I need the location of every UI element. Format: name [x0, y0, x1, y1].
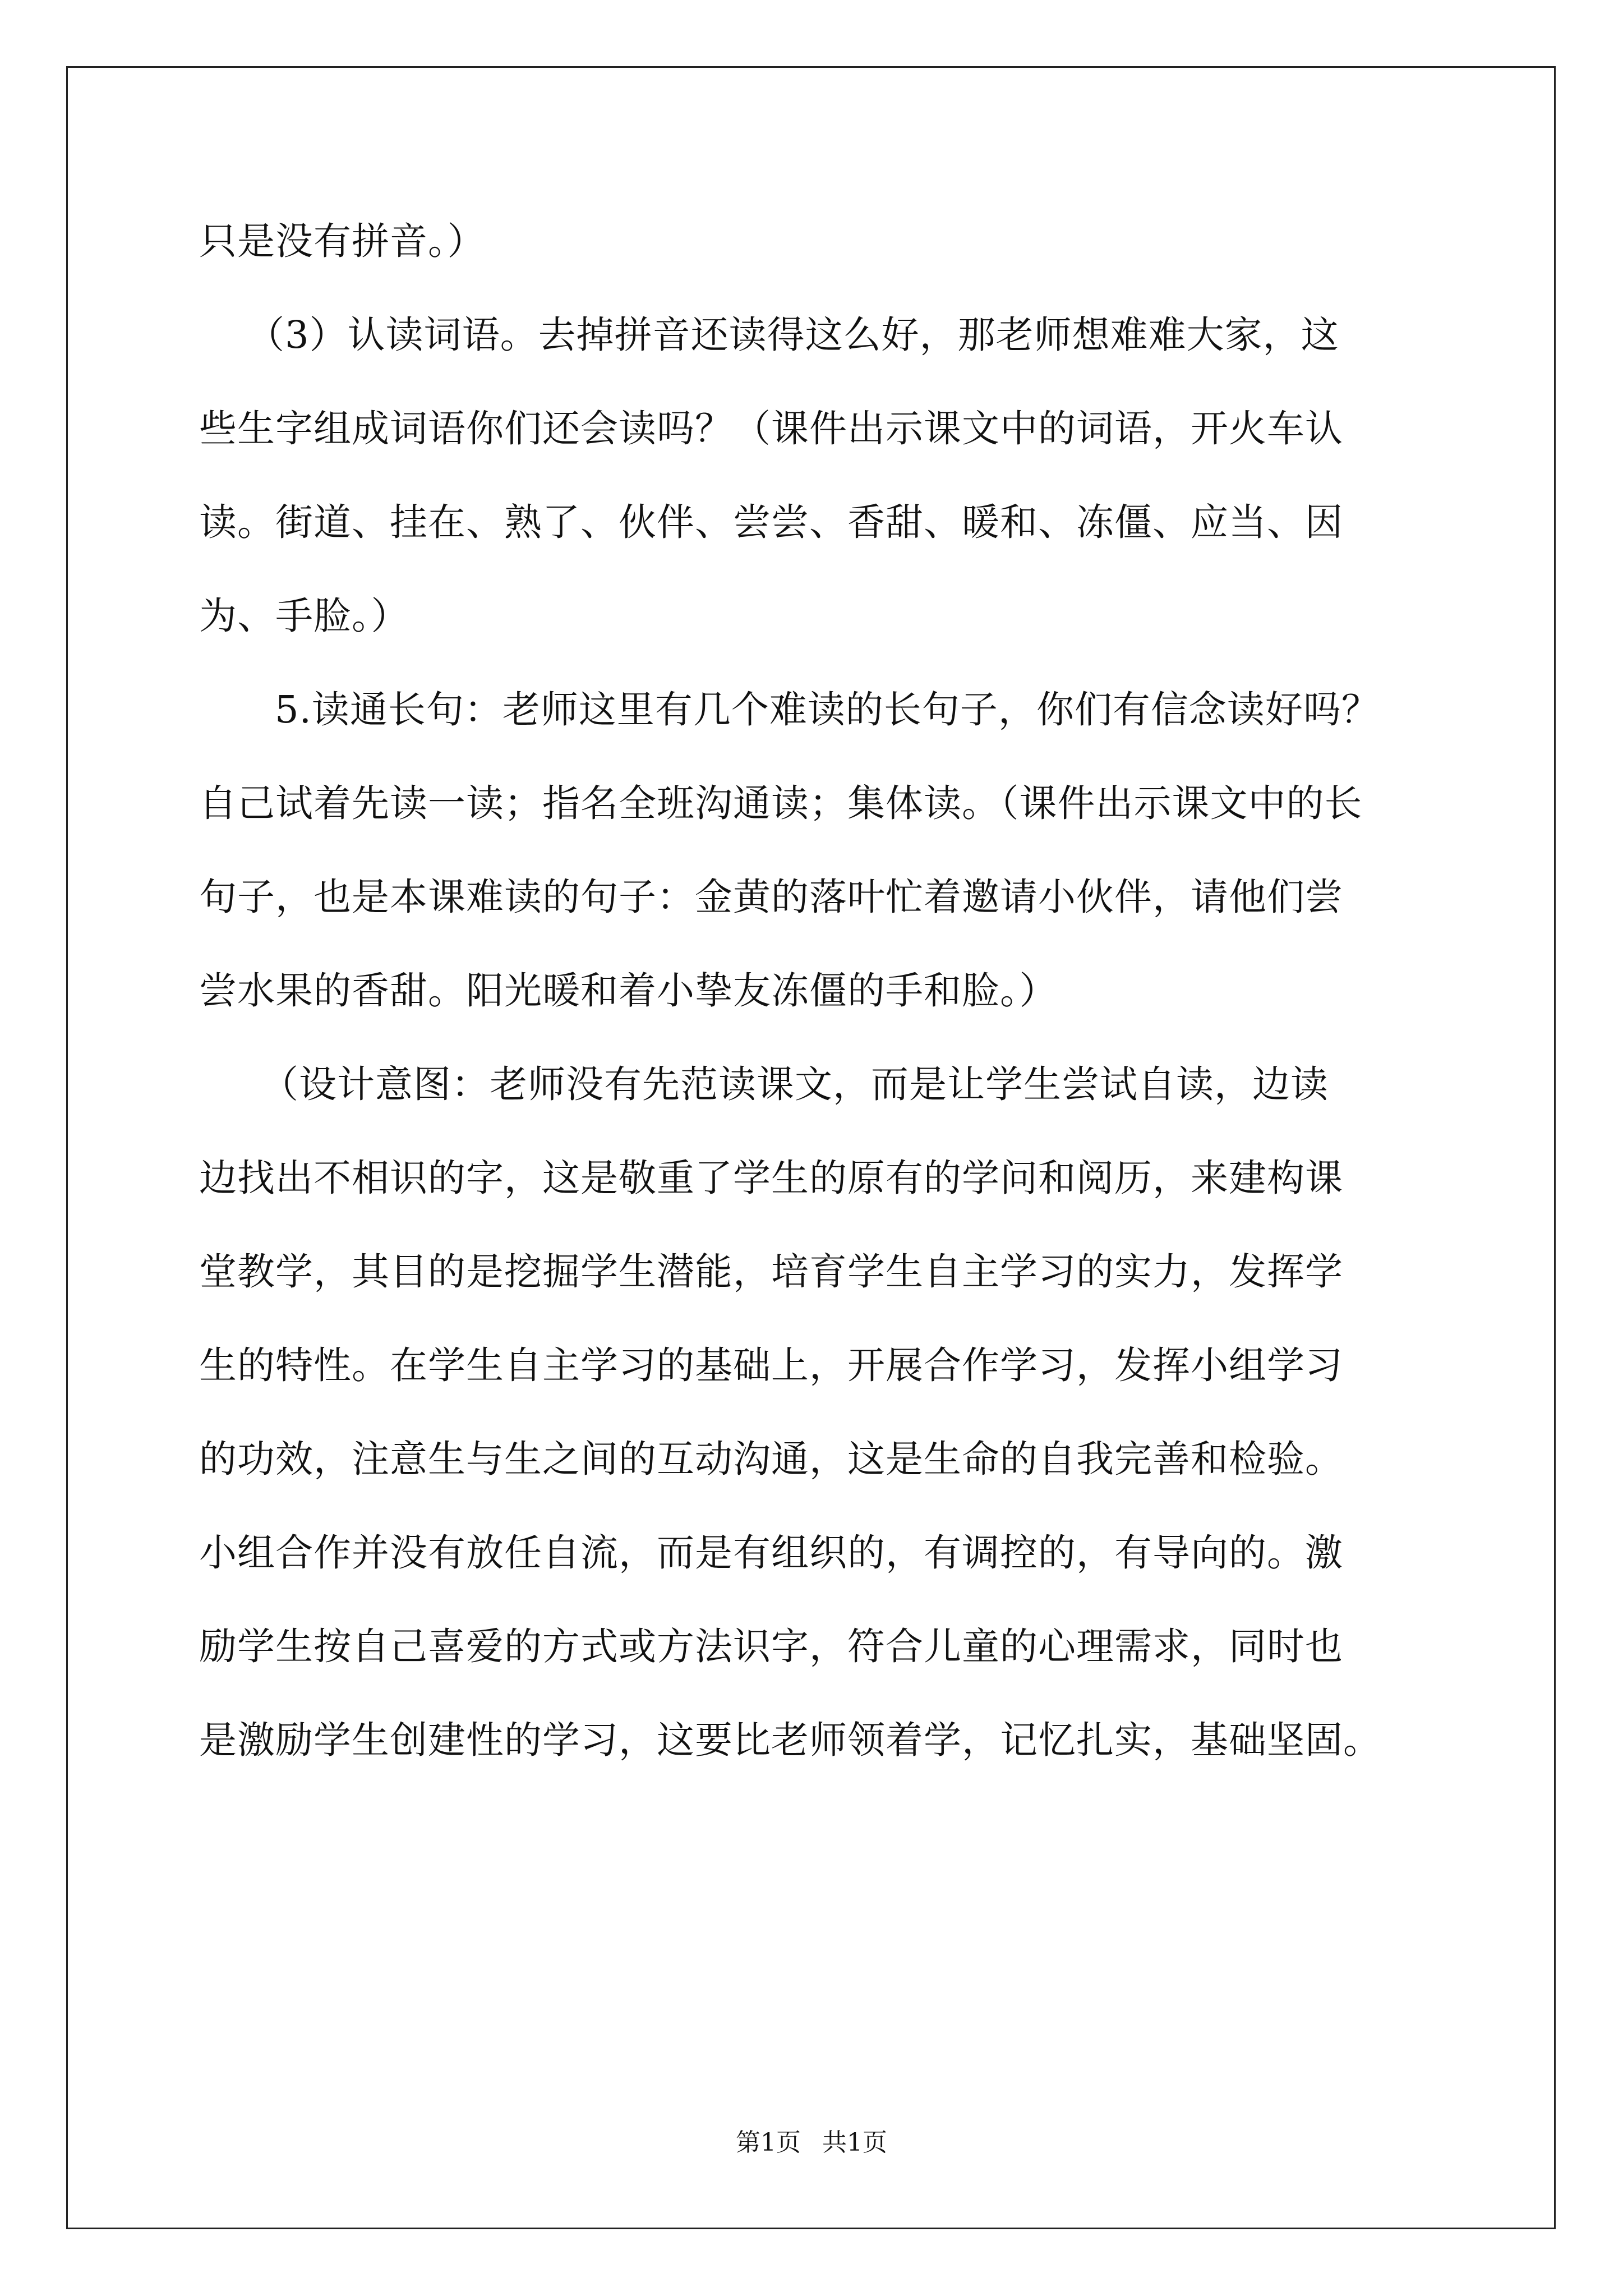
text-line: 些生字组成词语你们还会读吗？（课件出示课文中的词语，开火车认 [199, 407, 1343, 450]
text-line: （设计意图：老师没有先范读课文，而是让学生尝试自读，边读 [261, 1062, 1329, 1106]
text-line: （3）认读词语。去掉拼音还读得这么好，那老师想难难大家，这 [247, 313, 1339, 357]
text-line: 生的特性。在学生自主学习的基础上，开展合作学习，发挥小组学习 [199, 1343, 1343, 1387]
text-line: 自己试着先读一读；指名全班沟通读；集体读。（课件出示课文中的长 [199, 781, 1363, 825]
text-line: 为、手脸。） [199, 594, 409, 638]
text-line: 小组合作并没有放任自流，而是有组织的，有调控的，有导向的。激 [199, 1531, 1343, 1575]
text-line: 句子，也是本课难读的句子：金黄的落叶忙着邀请小伙伴，请他们尝 [199, 875, 1343, 919]
page-number: 第1页 [736, 2128, 801, 2157]
page-total: 共1页 [822, 2128, 887, 2157]
text-line: 只是没有拼音。） [199, 219, 486, 263]
text-line: 读。街道、挂在、熟了、伙伴、尝尝、香甜、暖和、冻僵、应当、因 [199, 500, 1343, 544]
text-line: 励学生按自己喜爱的方式或方法识字，符合儿童的心理需求，同时也 [199, 1625, 1343, 1668]
text-line: 边找出不相识的字，这是敬重了学生的原有的学问和阅历，来建构课 [199, 1156, 1343, 1200]
text-line: 是激励学生创建性的学习，这要比老师领着学，记忆扎实，基础坚固。 [199, 1718, 1381, 1762]
text-line: 的功效，注意生与生之间的互动沟通，这是生命的自我完善和检验。 [199, 1437, 1343, 1481]
page-border [66, 66, 1556, 2229]
text-line: 5.读通长句：老师这里有几个难读的长句子，你们有信念读好吗？ [275, 688, 1380, 731]
page-footer [0, 2126, 1623, 2160]
text-line: 堂教学，其目的是挖掘学生潜能，培育学生自主学习的实力，发挥学 [199, 1250, 1343, 1294]
text-line: 尝水果的香甜。阳光暖和着小挚友冻僵的手和脸。） [199, 969, 1058, 1013]
